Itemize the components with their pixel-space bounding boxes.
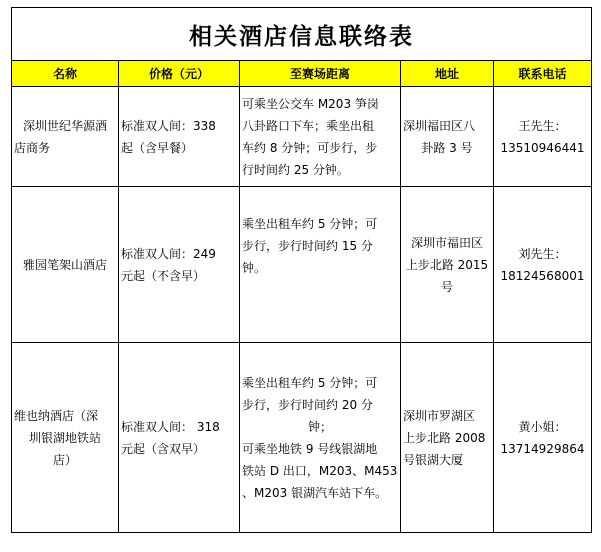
distance-cell [240,187,401,343]
distance-cell [240,87,401,187]
address-line: 上步北路 2015 [405,257,489,272]
phone-cell [494,187,592,343]
contact-person: 黄小姐： [518,419,567,434]
distance-line: 、M203 银湖汽车站下车。 [242,485,388,500]
hotel-contact-table [11,7,592,533]
price-cell [119,187,240,343]
price-line: 标准双人间： 318 [121,419,220,434]
distance-cell [240,343,401,533]
hotel-name-line: 维也纳酒店（深 [14,408,99,423]
address-cell [401,187,494,343]
price-line: 起（含早餐） [121,140,194,155]
address-cell [401,87,494,187]
hotel-name-line: 店商务 [14,140,51,155]
table-row [12,187,592,343]
distance-line: 步行，步行时间约 15 分 [242,239,373,253]
contact-person: 王先生： [518,118,567,133]
column-header-name: 名称 [12,61,119,87]
address-cell [401,343,494,533]
price-line: 标准双人间：249 [121,246,216,261]
price-cell [119,87,240,187]
distance-line: 钟； [307,419,332,434]
phone-number: 13714929864 [500,441,585,456]
distance-line: 八卦路口下车；乘坐出租 [242,118,375,133]
phone-number: 18124568001 [500,268,585,283]
distance-line: 可乘坐地铁 9 号线银湖地 [242,441,378,456]
phone-number: 13510946441 [500,140,585,155]
header-row [12,61,592,87]
column-header-address: 地址 [401,61,494,87]
column-header-price: 价格（元） [119,61,240,87]
hotel-name-cell [12,343,119,533]
table-row [12,87,592,187]
phone-cell [494,343,592,533]
distance-line: 乘坐出租车约 5 分钟；可 [242,217,378,231]
hotel-name-line: 深圳世纪华源酒 [22,118,107,133]
hotel-name-line: 店） [52,452,77,467]
column-header-distance: 至赛场距离 [240,61,401,87]
hotel-name-cell [12,87,119,187]
hotel-name-line: 圳银湖地铁站 [28,430,101,445]
address-line: 上步北路 2008 [403,430,486,445]
address-line: 卦路 3 号 [421,140,473,155]
price-line: 元起（含双早） [121,441,206,456]
address-line: 深圳市福田区 [410,235,483,250]
price-cell [119,343,240,533]
address-line: 号 [440,279,453,294]
hotel-name-cell [12,187,119,343]
distance-line: 乘坐出租车约 5 分钟；可 [242,375,378,390]
distance-line: 可乘坐公交车 M203 笋岗 [242,96,379,111]
address-line: 深圳市罗湖区 [403,408,476,423]
table-row [12,343,592,533]
contact-person: 刘先生： [518,246,567,261]
column-header-phone: 联系电话 [494,61,592,87]
distance-line: 步行，步行时间约 20 分 [242,397,373,412]
price-line: 标准双人间：338 [121,118,216,133]
distance-line: 车约 8 分钟；可步行，步 [242,140,378,155]
distance-line: 钟。 [242,261,267,275]
distance-line: 铁站 D 出口，M203、M453 [242,463,398,478]
hotel-name-line: 雅园笔架山酒店 [22,257,107,272]
price-line: 元起（不含早） [121,268,206,283]
phone-cell [494,87,592,187]
page-title: 相关酒店信息联络表 [12,8,592,61]
address-line: 号银湖大厦 [403,452,464,467]
distance-line: 行时间约 25 分钟。 [242,162,349,177]
address-line: 深圳福田区八 [403,118,476,133]
